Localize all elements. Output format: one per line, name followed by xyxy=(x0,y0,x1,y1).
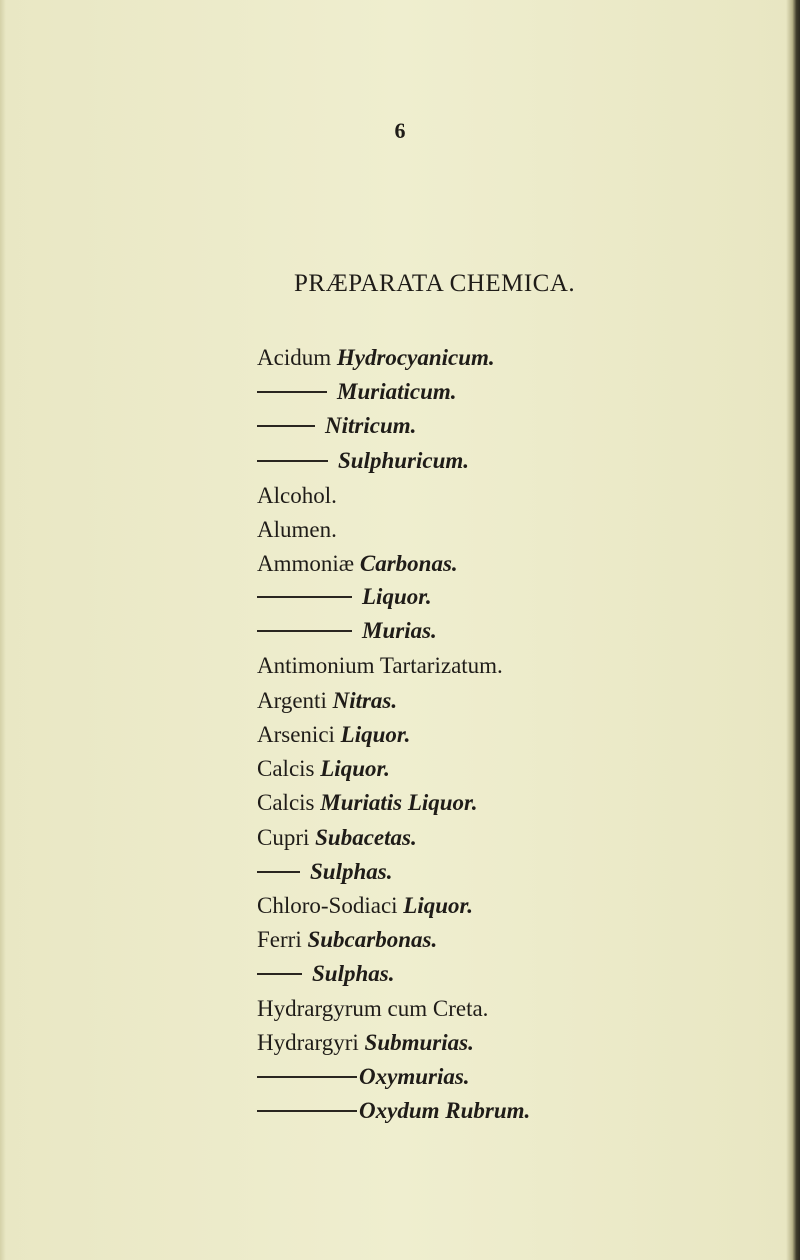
list-item xyxy=(257,855,392,889)
ditto-dash xyxy=(257,460,328,462)
list-item xyxy=(257,718,410,752)
entry-roman: Hydrargyrum cum Creta. xyxy=(257,996,489,1021)
entry-italic: Sulphas. xyxy=(312,961,395,986)
entry-roman: Alumen. xyxy=(257,517,337,542)
entry-italic: Muriaticum. xyxy=(337,379,457,404)
list-item xyxy=(257,580,432,614)
list-item xyxy=(257,409,416,443)
list-item xyxy=(257,992,488,1026)
entry-italic: Liquor. xyxy=(320,756,390,781)
entry-roman: Chloro-Sodiaci xyxy=(257,893,398,918)
ditto-dash xyxy=(257,391,327,393)
list-item xyxy=(257,375,457,409)
ditto-dash xyxy=(257,425,315,427)
list-item xyxy=(257,752,390,786)
list-item xyxy=(257,513,337,547)
entry-italic: Sulphas. xyxy=(310,859,393,884)
entry-roman: Argenti xyxy=(257,688,327,713)
list-item xyxy=(257,341,495,375)
list-item xyxy=(257,1094,530,1128)
list-item xyxy=(257,889,473,923)
list-item xyxy=(257,957,394,991)
list-item xyxy=(257,923,437,957)
entry-roman: Calcis xyxy=(257,790,315,815)
ditto-dash xyxy=(257,871,300,873)
entry-italic: Muriatis Liquor. xyxy=(320,790,478,815)
ditto-dash xyxy=(257,973,302,975)
section-heading: PRÆPARATA CHEMICA. xyxy=(294,270,576,297)
entry-italic: Submurias. xyxy=(364,1030,474,1055)
entry-roman: Alcohol. xyxy=(257,483,337,508)
entry-italic: Hydrocyanicum. xyxy=(336,345,495,370)
entry-roman: Calcis xyxy=(257,756,315,781)
list-item xyxy=(257,684,397,718)
ditto-dash xyxy=(257,1110,357,1112)
entry-italic: Nitras. xyxy=(332,688,398,713)
list-item xyxy=(257,1060,470,1094)
entry-italic: Murias. xyxy=(362,618,437,643)
list-item xyxy=(257,821,417,855)
entry-italic: Oxydum Rubrum. xyxy=(359,1098,531,1123)
list-item xyxy=(257,444,469,478)
list-item xyxy=(257,479,337,513)
entry-italic: Carbonas. xyxy=(359,551,458,576)
entry-italic: Liquor. xyxy=(340,722,411,747)
list-item xyxy=(257,649,503,683)
list-item xyxy=(257,786,477,820)
entry-roman: Ammoniæ xyxy=(257,551,355,576)
list-item xyxy=(257,1026,474,1060)
entry-roman: Cupri xyxy=(257,825,310,850)
entry-italic: Subacetas. xyxy=(315,825,417,850)
entry-italic: Sulphuricum. xyxy=(338,448,470,473)
entry-italic: Nitricum. xyxy=(325,413,417,438)
entry-italic: Subcarbonas. xyxy=(307,927,438,952)
entry-roman: Ferri xyxy=(257,927,302,952)
page-right-edge xyxy=(786,0,800,1260)
page-number: 6 xyxy=(394,118,406,143)
entry-italic: Liquor. xyxy=(403,893,473,918)
page-left-edge xyxy=(0,0,6,1260)
ditto-dash xyxy=(257,1076,357,1078)
ditto-dash xyxy=(257,630,352,632)
entry-roman: Antimonium Tartarizatum. xyxy=(257,653,503,678)
entry-roman: Acidum xyxy=(257,345,332,370)
entry-roman: Arsenici xyxy=(257,722,335,747)
entry-italic: Liquor. xyxy=(362,584,432,609)
list-item xyxy=(257,547,458,581)
list-item xyxy=(257,614,437,648)
entry-italic: Oxymurias. xyxy=(359,1064,470,1089)
ditto-dash xyxy=(257,596,352,598)
entry-roman: Hydrargyri xyxy=(257,1030,359,1055)
